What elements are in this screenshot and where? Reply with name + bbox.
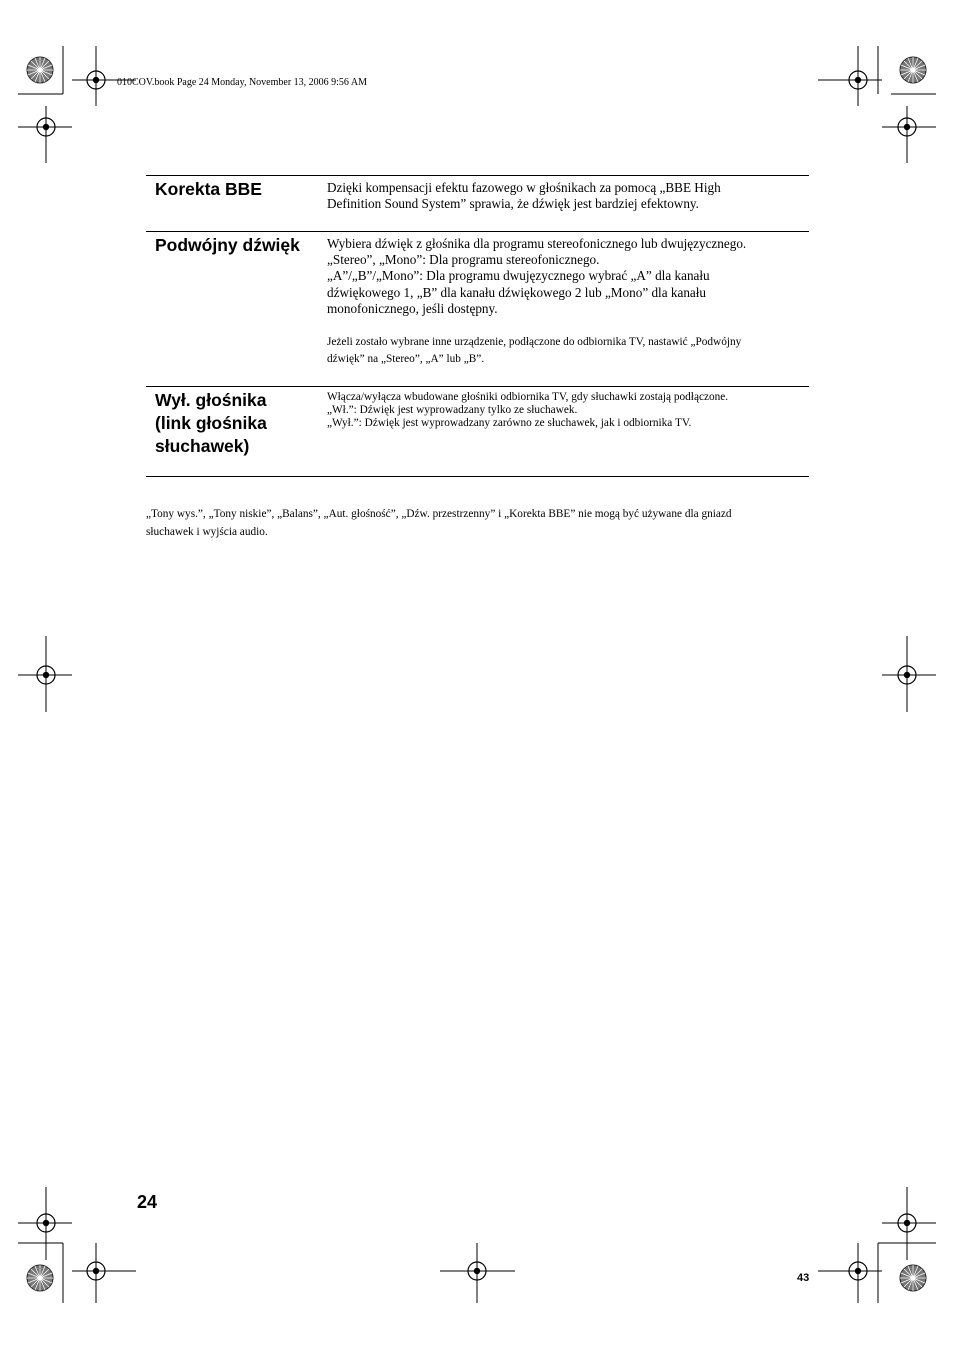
- registration-target-icon: [846, 1259, 870, 1283]
- desc-line: Definition Sound System” sprawia, że dźwięk jest bardziej efektowny.: [327, 196, 699, 212]
- setting-term-podwojny-dzwiek: [155, 234, 323, 257]
- registration-star-icon: [27, 57, 53, 83]
- footnote-line: słuchawek i wyjścia audio.: [146, 526, 268, 538]
- desc-line: Dzięki kompensacji efektu fazowego w głośnikach za pomocą „BBE High: [327, 180, 721, 195]
- table-rule: [146, 476, 809, 477]
- term-line: Podwójny dźwięk: [155, 235, 300, 255]
- desc-line: dźwiękowego 1, „B” dla kanału dźwiękowego 2 lub „Mono” dla kanału: [327, 284, 707, 300]
- desc-line: monofonicznego, jeśli dostępny.: [327, 300, 498, 316]
- setting-desc-wyl-glosnika: [327, 391, 807, 430]
- setting-term-korekta-bbe: [155, 178, 323, 201]
- registration-target-icon: [34, 663, 58, 687]
- table-rule: [146, 386, 809, 387]
- registration-target-icon: [846, 68, 870, 92]
- footnote: [146, 505, 809, 541]
- sheet-number: 43: [797, 1272, 810, 1284]
- registration-target-icon: [84, 68, 108, 92]
- registration-target-icon: [34, 115, 58, 139]
- table-rule: [146, 175, 809, 176]
- registration-target-icon: [34, 1211, 58, 1235]
- file-info-header: 010COV.book Page 24 Monday, November 13, 2006 9:56 AM: [117, 77, 367, 88]
- registration-target-icon: [895, 115, 919, 139]
- term-line: słuchawek): [155, 436, 250, 456]
- table-rule: [146, 231, 809, 232]
- note-line: Jeżeli zostało wybrane inne urządzenie, podłączone do odbiornika TV, nastawić „Podwójny: [327, 336, 742, 348]
- term-line: Wył. głośnika: [155, 390, 267, 410]
- term-line: Korekta BBE: [155, 179, 262, 199]
- setting-desc-korekta-bbe: [327, 180, 807, 212]
- registration-star-icon: [27, 1265, 53, 1291]
- registration-star-icon: [900, 1265, 926, 1291]
- desc-line: „Stereo”, „Mono”: Dla programu stereofonicznego.: [327, 252, 600, 268]
- setting-term-wyl-glosnika: [155, 389, 323, 458]
- page-number: 24: [137, 1192, 158, 1212]
- note-line: dźwięk” na „Stereo”, „A” lub „B”.: [327, 353, 485, 365]
- desc-line: „Wył.”: Dźwięk jest wyprowadzany zarówno ze słuchawek, jak i odbiornika TV.: [327, 417, 692, 429]
- desc-line: Włącza/wyłącza wbudowane głośniki odbiornika TV, gdy słuchawki zostają podłączone.: [327, 391, 729, 403]
- registration-target-icon: [84, 1259, 108, 1283]
- registration-star-icon: [900, 57, 926, 83]
- footnote-line: „Tony wys.”, „Tony niskie”, „Balans”, „Aut. głośność”, „Dźw. przestrzenny” i „Korekta BBE” nie mogą być używane dla gniazd: [146, 508, 732, 520]
- term-line: (link głośnika: [155, 413, 267, 433]
- desc-line: „Wł.”: Dźwięk jest wyprowadzany tylko ze słuchawek.: [327, 404, 578, 416]
- desc-line: Wybiera dźwięk z głośnika dla programu stereofonicznego lub dwujęzycznego.: [327, 236, 747, 251]
- desc-line: „A”/„B”/„Mono”: Dla programu dwujęzycznego wybrać „A” dla kanału: [327, 268, 710, 284]
- setting-desc-podwojny-dzwiek: [327, 236, 807, 317]
- registration-target-icon: [895, 663, 919, 687]
- registration-target-icon: [465, 1259, 489, 1283]
- registration-target-icon: [895, 1211, 919, 1235]
- setting-note-podwojny-dzwiek: [327, 334, 807, 368]
